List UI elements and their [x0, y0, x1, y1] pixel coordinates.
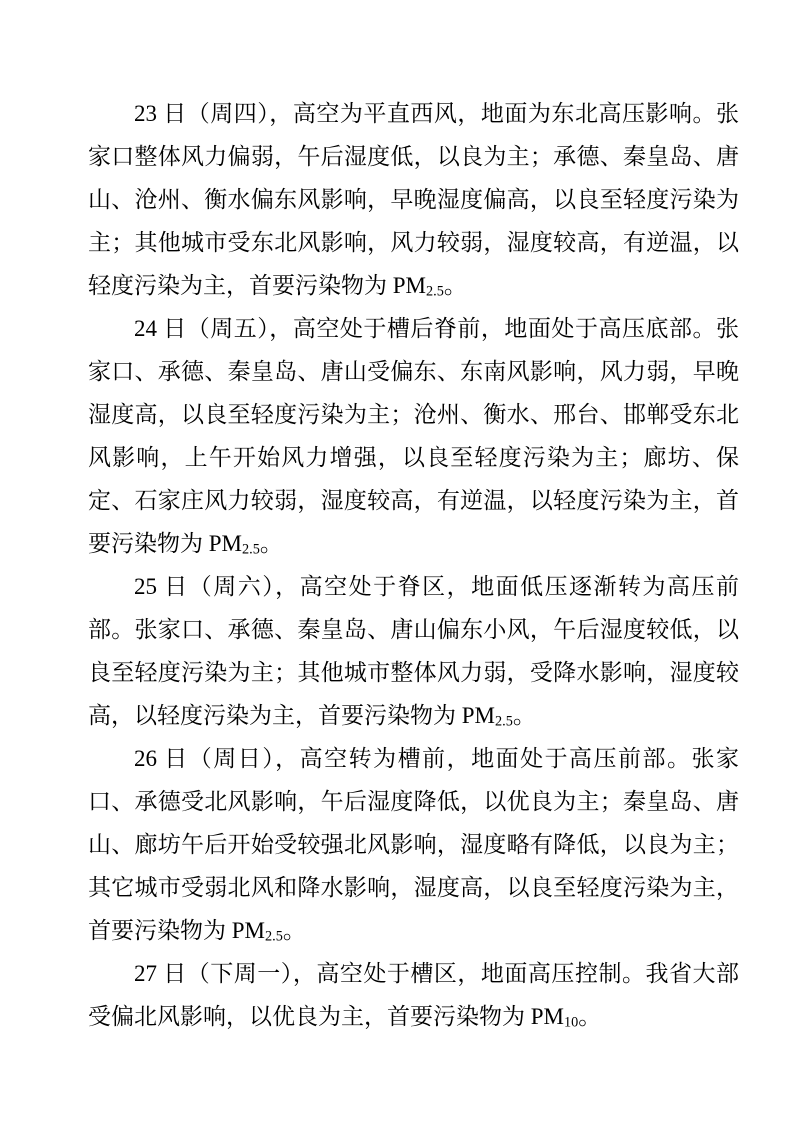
text-run: 。	[578, 1004, 602, 1029]
pollutant-subscript: 2.5	[265, 928, 283, 945]
paragraph	[88, 307, 739, 565]
text-run: 24 日（周五），高空处于槽后脊前，地面处于高压底部。张家口、承德、秦皇岛、唐山受偏东、东南风影响，风力弱，早晚湿度高，以良至轻度污染为主；沧州、衡水、邢台、邯郸受东北风影响，上午开始风力增强，以良至轻度污染为主；廊坊、保定、石家庄风力较弱，湿度较高，有逆温，以轻度污染为主，首要污染物为 PM	[88, 316, 739, 556]
text-run: 。	[443, 273, 467, 298]
pollutant-subscript: 2.5	[242, 541, 260, 558]
pollutant-subscript: 2.5	[495, 713, 513, 730]
text-run: 25 日（周六），高空处于脊区，地面低压逐渐转为高压前部。张家口、承德、秦皇岛、唐山偏东小风，午后湿度较低，以良至轻度污染为主；其他城市整体风力弱，受降水影响，湿度较高，以轻度污染为主，首要污染物为 PM	[88, 574, 739, 728]
text-run: 。	[282, 918, 306, 943]
pollutant-subscript: 2.5	[426, 283, 444, 300]
text-run: 27 日（下周一），高空处于槽区，地面高压控制。我省大部受偏北风影响，以优良为主，首要污染物为 PM	[88, 961, 739, 1029]
paragraph	[88, 737, 739, 952]
paragraph	[88, 92, 739, 307]
text-run: 23 日（周四），高空为平直西风，地面为东北高压影响。张家口整体风力偏弱，午后湿度低，以良为主；承德、秦皇岛、唐山、沧州、衡水偏东风影响，早晚湿度偏高，以良至轻度污染为主；其他城市受东北风影响，风力较弱，湿度较高，有逆温，以轻度污染为主，首要污染物为 PM	[88, 101, 739, 298]
text-run: 。	[512, 703, 536, 728]
document-body	[88, 92, 739, 1038]
paragraph	[88, 565, 739, 737]
pollutant-subscript: 10	[564, 1014, 579, 1031]
paragraph	[88, 952, 739, 1038]
text-run: 26 日（周日），高空转为槽前，地面处于高压前部。张家口、承德受北风影响，午后湿度降低，以优良为主；秦皇岛、唐山、廊坊午后开始受较强北风影响，湿度略有降低，以良为主；其它城市受弱北风和降水影响，湿度高，以良至轻度污染为主，首要污染物为 PM	[88, 746, 739, 943]
text-run: 。	[259, 531, 283, 556]
